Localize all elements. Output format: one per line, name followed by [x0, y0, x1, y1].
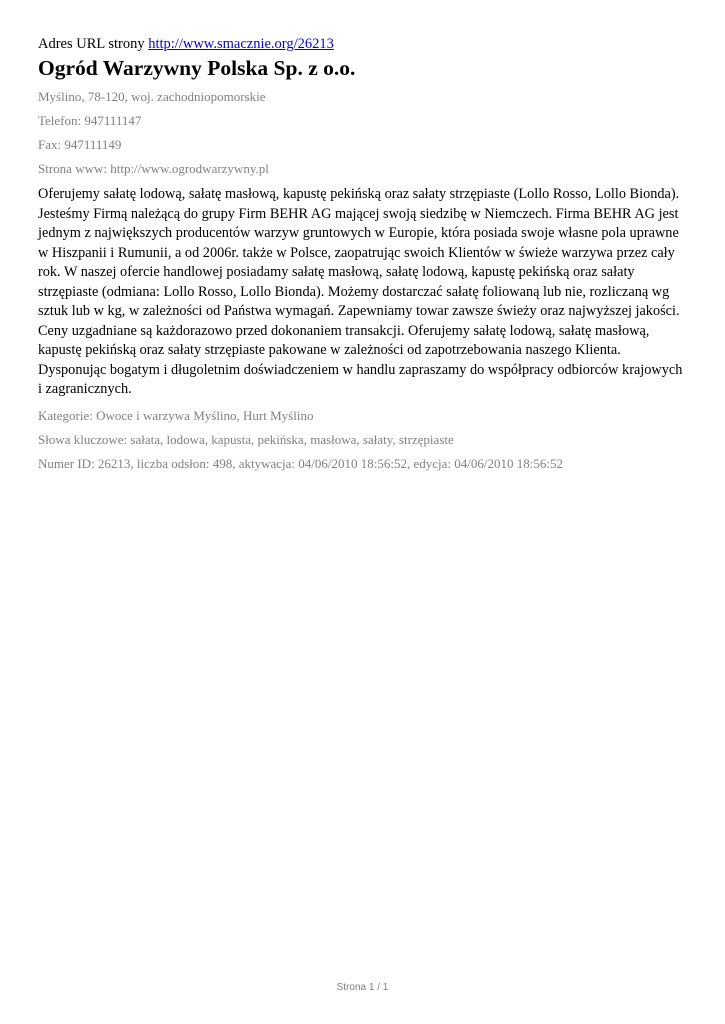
source-url-link[interactable]: http://www.smacznie.org/26213 [148, 36, 334, 52]
company-fax: Fax: 947111149 [38, 137, 122, 152]
company-description: Oferujemy sałatę lodową, sałatę masłową, kapustę pekińską oraz sałaty strzępiaste (Lollo Rosso, Lollo Bionda). Jesteśmy Firmą należącą do grupy Firm BEHR AG mającej swoją siedzibę w Niemczech. Firma BEHR AG jest jednym z największych producentów warzyw gruntowych w Europie, która posiada swoje własne pola uprawne w Hiszpanii i Rumunii, a od 2006r. także w Polsce, zaopatrując swoich Klientów w świeże warzywa przez cały rok. W naszej ofercie handlowej posiadamy sałatę masłową, sałatę lodową, kapustę pekińską oraz sałaty strzępiaste (odmiana: Lollo Rosso, Lollo Bionda). Możemy dostarczać sałatę foliowaną lub nie, rozliczaną wg sztuk lub w kg, w zależności od Państwa wymagań. Zapewniamy towar zawsze świeży oraz najwyższej jakości. Ceny uzgadniane są każdorazowo przed dokonaniem transakcji. Oferujemy sałatę lodową, sałatę masłową, kapustę pekińską oraz sałaty strzępiaste pakowane w zależności od zapotrzebowania naszego Klienta. Dysponując bogatym i długoletnim doświadczeniem w handlu zapraszamy do współpracy odbiorców krajowych i zagranicznych. [38, 186, 683, 397]
source-url-prefix: Adres URL strony [38, 36, 145, 52]
company-address: Myślino, 78-120, woj. zachodniopomorskie [38, 89, 266, 104]
company-name-heading: Ogród Warzywny Polska Sp. z o.o. [38, 56, 356, 80]
categories-line: Kategorie: Owoce i warzywa Myślino, Hurt Myślino [38, 407, 314, 423]
company-phone: Telefon: 947111147 [38, 113, 142, 128]
keywords-line: Słowa kluczowe: sałata, lodowa, kapusta, pekińska, masłowa, sałaty, strzępiaste [38, 431, 454, 447]
source-url-line [38, 34, 688, 54]
page-number-footer: Strona 1 / 1 [336, 982, 389, 993]
document-page [38, 34, 688, 472]
company-website: Strona www: http://www.ogrodwarzywny.pl [38, 161, 269, 176]
record-info-line: Numer ID: 26213, liczba odsłon: 498, aktywacja: 04/06/2010 18:56:52, edycja: 04/06/2010 18:56:52 [38, 455, 563, 471]
